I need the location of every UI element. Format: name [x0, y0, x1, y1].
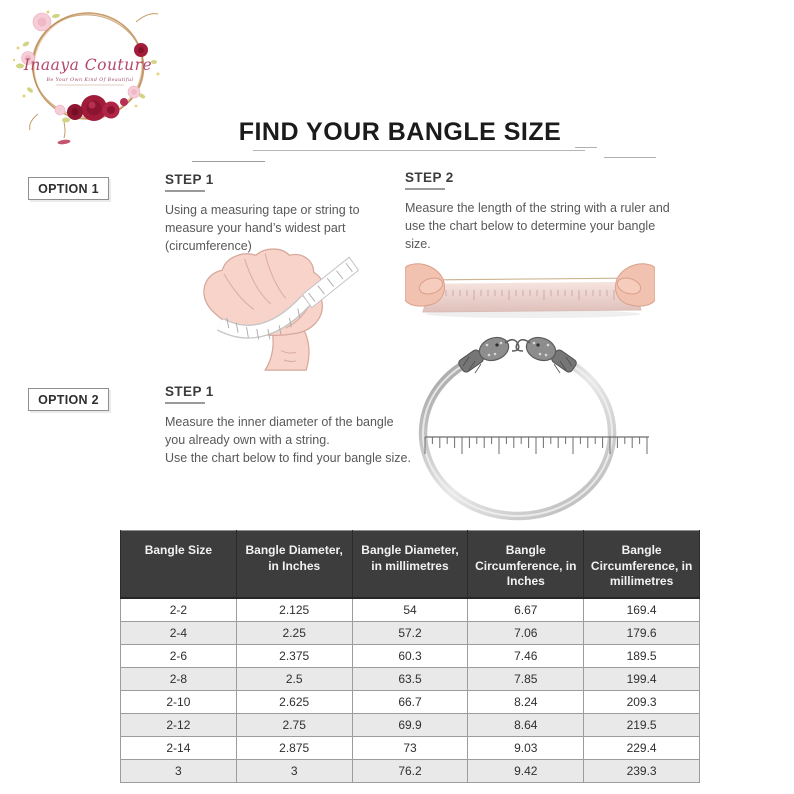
table-cell: 169.4 — [584, 598, 700, 622]
table-cell: 2.25 — [236, 622, 352, 645]
table-row — [121, 737, 700, 760]
table-row — [121, 668, 700, 691]
table-cell: 2.875 — [236, 737, 352, 760]
table-cell: 8.64 — [468, 714, 584, 737]
table-row — [121, 645, 700, 668]
table-cell: 209.3 — [584, 691, 700, 714]
table-row — [121, 691, 700, 714]
table-cell: 76.2 — [352, 760, 468, 783]
hand-measuring-tape-illustration — [192, 246, 370, 372]
table-cell: 229.4 — [584, 737, 700, 760]
header-cell: Bangle Circumference, in millimetres — [584, 531, 700, 599]
left-hand-icon — [405, 264, 445, 306]
option1-step1-heading: STEP 1 — [165, 172, 214, 187]
table-cell: 2-4 — [121, 622, 237, 645]
decorative-line-right-2 — [604, 157, 656, 158]
table-cell: 3 — [121, 760, 237, 783]
right-hand-icon — [615, 264, 655, 306]
table-cell: 2-6 — [121, 645, 237, 668]
size-table-body — [121, 598, 700, 783]
table-cell: 2-8 — [121, 668, 237, 691]
table-cell: 8.24 — [468, 691, 584, 714]
table-cell: 2-12 — [121, 714, 237, 737]
page-title: FIND YOUR BANGLE SIZE — [238, 118, 562, 146]
decorative-line-left — [192, 161, 265, 162]
option2-step1 — [165, 384, 417, 467]
table-cell: 189.5 — [584, 645, 700, 668]
option1-label: OPTION 1 — [38, 181, 99, 196]
table-cell: 69.9 — [352, 714, 468, 737]
table-row — [121, 598, 700, 622]
ruler-icon — [423, 281, 641, 312]
table-cell: 2.5 — [236, 668, 352, 691]
table-row — [121, 760, 700, 783]
table-cell: 239.3 — [584, 760, 700, 783]
bangle-left-head-icon — [457, 334, 519, 374]
table-cell: 60.3 — [352, 645, 468, 668]
decorative-line-right-1 — [575, 147, 597, 148]
option1-step1-text: Using a measuring tape or string to measure your hand’s widest part (circumference) — [165, 203, 360, 254]
table-cell: 7.46 — [468, 645, 584, 668]
table-cell: 7.85 — [468, 668, 584, 691]
option1-step2-heading: STEP 2 — [405, 170, 454, 185]
brand-name: Inaaya Couture — [23, 56, 153, 74]
table-cell: 57.2 — [352, 622, 468, 645]
option1-step2-text: Measure the length of the string with a ruler and use the chart below to determine your bangle size. — [405, 201, 670, 252]
table-cell: 219.5 — [584, 714, 700, 737]
option2-step1-text-line1: Measure the inner diameter of the bangle you already own with a string. — [165, 415, 394, 448]
table-cell: 2.625 — [236, 691, 352, 714]
header-cell: Bangle Diameter, in Inches — [236, 531, 352, 599]
option2-step1-text-line2: Use the chart below to find your bangle size. — [165, 451, 411, 466]
table-cell: 3 — [236, 760, 352, 783]
size-table-head — [121, 531, 700, 599]
option1-step2 — [405, 170, 677, 253]
string-icon — [419, 278, 641, 280]
step-heading-underline — [165, 402, 205, 404]
table-cell: 2-10 — [121, 691, 237, 714]
size-table — [120, 530, 700, 783]
table-cell: 199.4 — [584, 668, 700, 691]
table-cell: 179.6 — [584, 622, 700, 645]
table-cell: 73 — [352, 737, 468, 760]
table-cell: 2.375 — [236, 645, 352, 668]
option2-badge — [28, 388, 109, 411]
brand-logo — [8, 4, 170, 146]
table-cell: 2.75 — [236, 714, 352, 737]
bangle-ruler-photo — [413, 333, 663, 521]
table-row — [121, 622, 700, 645]
table-row — [121, 714, 700, 737]
table-cell: 66.7 — [352, 691, 468, 714]
step-heading-underline — [165, 190, 205, 192]
size-table-head-row — [121, 531, 700, 599]
size-chart-section — [120, 530, 700, 783]
table-cell: 2-2 — [121, 598, 237, 622]
table-cell: 9.03 — [468, 737, 584, 760]
table-cell: 2-14 — [121, 737, 237, 760]
header-cell: Bangle Size — [121, 531, 237, 599]
table-cell: 7.06 — [468, 622, 584, 645]
brand-tagline: Be Your Own Kind Of Beautiful — [46, 78, 134, 83]
step-heading-underline — [405, 188, 445, 190]
option2-label: OPTION 2 — [38, 392, 99, 407]
table-cell: 63.5 — [352, 668, 468, 691]
header-cell: Bangle Diameter, in millimetres — [352, 531, 468, 599]
option2-step1-heading: STEP 1 — [165, 384, 214, 399]
table-cell: 6.67 — [468, 598, 584, 622]
table-cell: 9.42 — [468, 760, 584, 783]
table-cell: 54 — [352, 598, 468, 622]
title-underline — [253, 150, 585, 151]
bangle-right-head-icon — [516, 334, 578, 374]
table-cell: 2.125 — [236, 598, 352, 622]
header-cell: Bangle Circumference, in Inches — [468, 531, 584, 599]
option1-badge — [28, 177, 109, 200]
option1-step1 — [165, 172, 370, 255]
string-ruler-photo — [405, 250, 655, 320]
